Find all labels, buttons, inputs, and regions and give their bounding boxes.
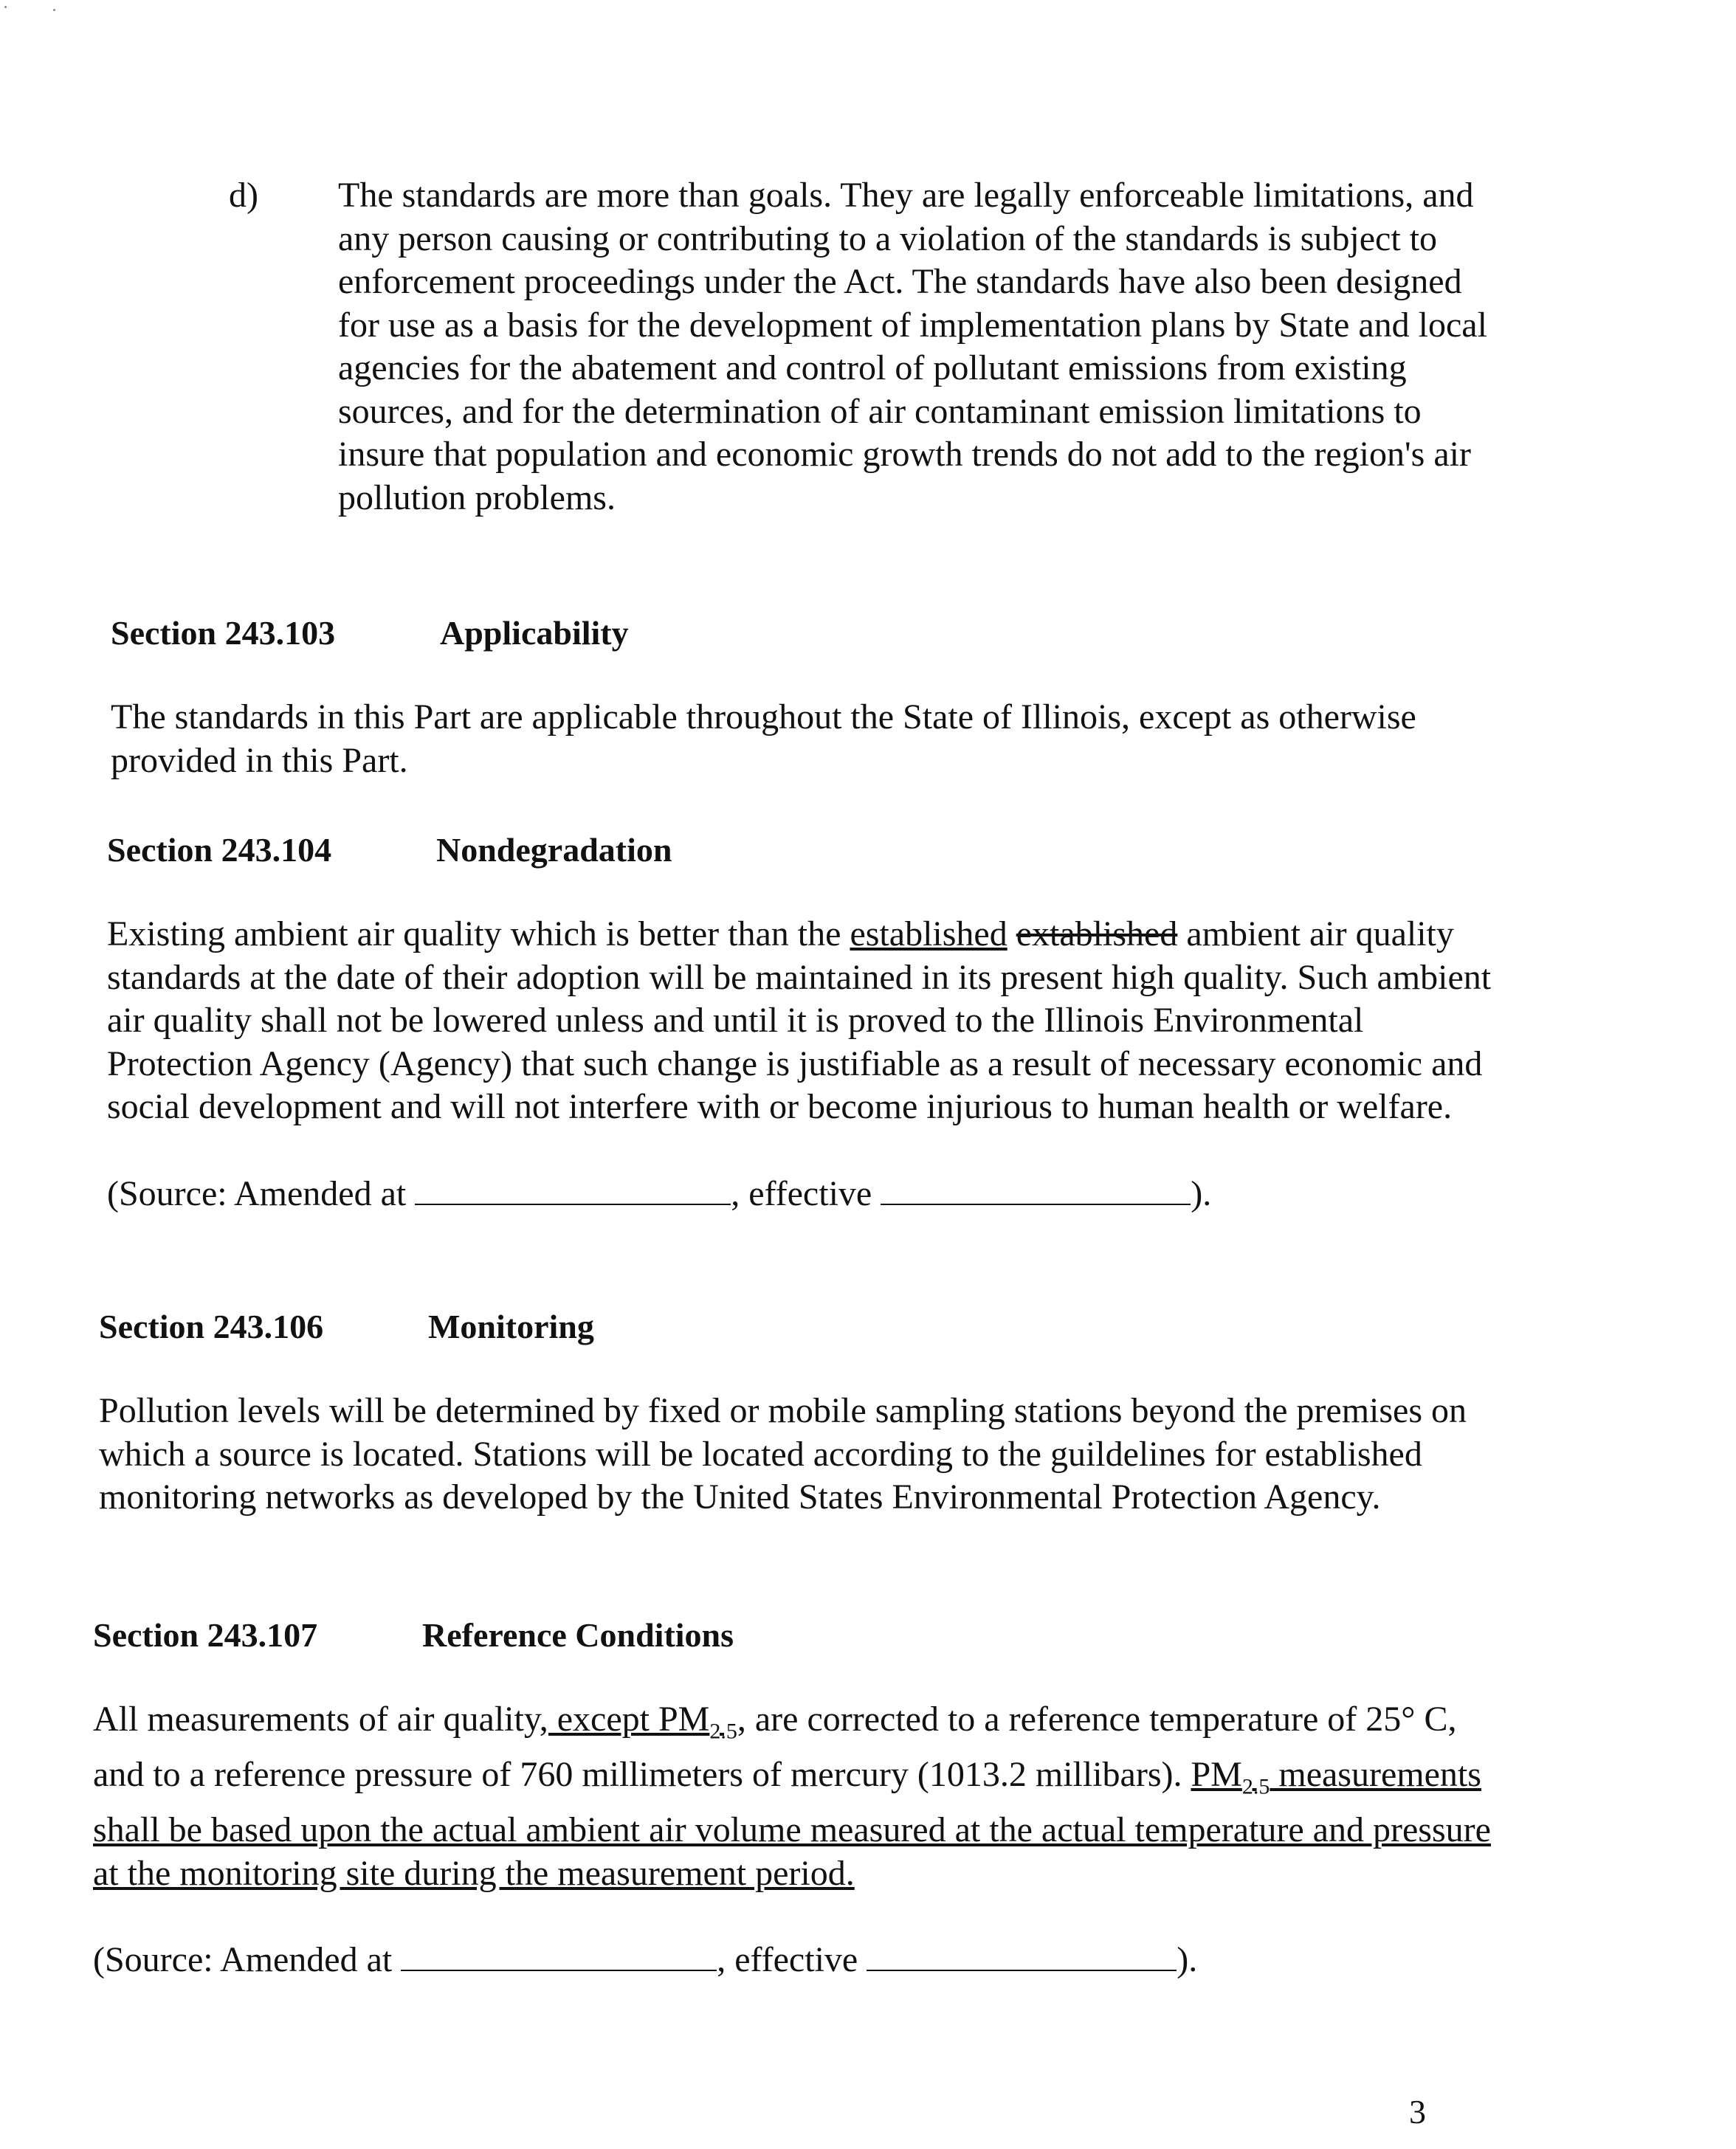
- body-text: are corrected to a reference temperature of 25° C, and to a reference pressure of 760 millimeters of mercury (1013.2 millibars).: [93, 1700, 1457, 1795]
- scan-speck: [4, 6, 7, 8]
- deleted-text: extablished: [1016, 914, 1178, 953]
- amended-blank-line: [415, 1171, 731, 1205]
- source-end: ).: [1177, 1940, 1198, 1980]
- section-title: Applicability: [440, 614, 629, 652]
- source-amended-label: (Source: Amended at: [107, 1173, 416, 1213]
- page-number: 3: [1409, 2093, 1426, 2131]
- body-text: All measurements of air quality: [93, 1700, 540, 1739]
- section-title: Reference Conditions: [422, 1616, 734, 1654]
- inserted-text-part: PM: [1191, 1755, 1242, 1795]
- section-heading: [111, 611, 1513, 655]
- inserted-text-part: ,: [737, 1700, 746, 1739]
- source-note: [93, 1937, 1495, 1982]
- section-body: [93, 1698, 1495, 1895]
- source-end: ).: [1191, 1173, 1212, 1213]
- section-243-104: [107, 828, 1509, 1216]
- section-heading: [99, 1305, 1501, 1349]
- section-number: Section 243.107: [93, 1616, 318, 1654]
- section-title: Nondegradation: [436, 831, 672, 869]
- section-title: Monitoring: [428, 1308, 594, 1345]
- section-243-106: [99, 1305, 1501, 1520]
- section-number: Section 243.106: [99, 1308, 324, 1345]
- item-d-label: d): [229, 176, 258, 215]
- source-note: [107, 1171, 1509, 1216]
- section-243-107: [93, 1613, 1495, 1982]
- subscript: 2.5: [709, 1719, 737, 1744]
- subscript: 2.5: [1241, 1774, 1270, 1799]
- scan-speck: [53, 9, 55, 11]
- inserted-text: [539, 1700, 746, 1744]
- effective-blank-line: [881, 1171, 1191, 1205]
- section-body: [107, 913, 1509, 1129]
- section-heading: [93, 1613, 1495, 1658]
- inserted-text-part: , except PM: [539, 1700, 710, 1739]
- inserted-text: established: [850, 914, 1008, 953]
- inserted-text-part: measurements shall be based upon the actual ambient air volume measured at the actual temperature and pressure at the monitoring site during the measurement period.: [93, 1755, 1491, 1893]
- section-number: Section 243.104: [107, 831, 332, 869]
- section-heading: [107, 828, 1509, 872]
- effective-blank-line: [867, 1937, 1177, 1971]
- item-d-text: The standards are more than goals. They are legally enforceable limitations, and any person causing or contributing to a violation of the standards is subject to enforcement proceedings under the Act. The standards have also been designed for use as a basis for the development of implementation plans by State and local agencies for the abatement and control of pollutant emissions from existing sources, and for the determination of air contaminant emission limitations to insure that population and economic growth trends do not add to the region's air pollution problems.: [338, 176, 1487, 517]
- section-243-103: [111, 611, 1513, 782]
- body-text: ambient air quality standards at the date of their adoption will be maintained in its present high quality. Such ambient air quality shall not be lowered unless and until it is proved to the Illinois Environmental Protection Agency (Agency) that such change is justifiable as a result of necessary economic and social development and will not interfere with or become injurious to human health or welfare.: [107, 914, 1492, 1126]
- section-body: The standards in this Part are applicable throughout the State of Illinois, except as otherwise provided in this Part.: [111, 697, 1416, 780]
- source-effective-label: , effective: [731, 1173, 881, 1213]
- source-effective-label: , effective: [717, 1940, 867, 1980]
- section-body: Pollution levels will be determined by fixed or mobile sampling stations beyond the premises on which a source is located. Stations will be located according to the guildelines for established monitoring networks as developed by the United States Environmental Protection Agency.: [99, 1391, 1467, 1517]
- amended-blank-line: [401, 1937, 717, 1971]
- body-text: Existing ambient air quality which is better than the: [107, 914, 850, 953]
- source-amended-label: (Source: Amended at: [93, 1940, 402, 1980]
- section-number: Section 243.103: [111, 614, 336, 652]
